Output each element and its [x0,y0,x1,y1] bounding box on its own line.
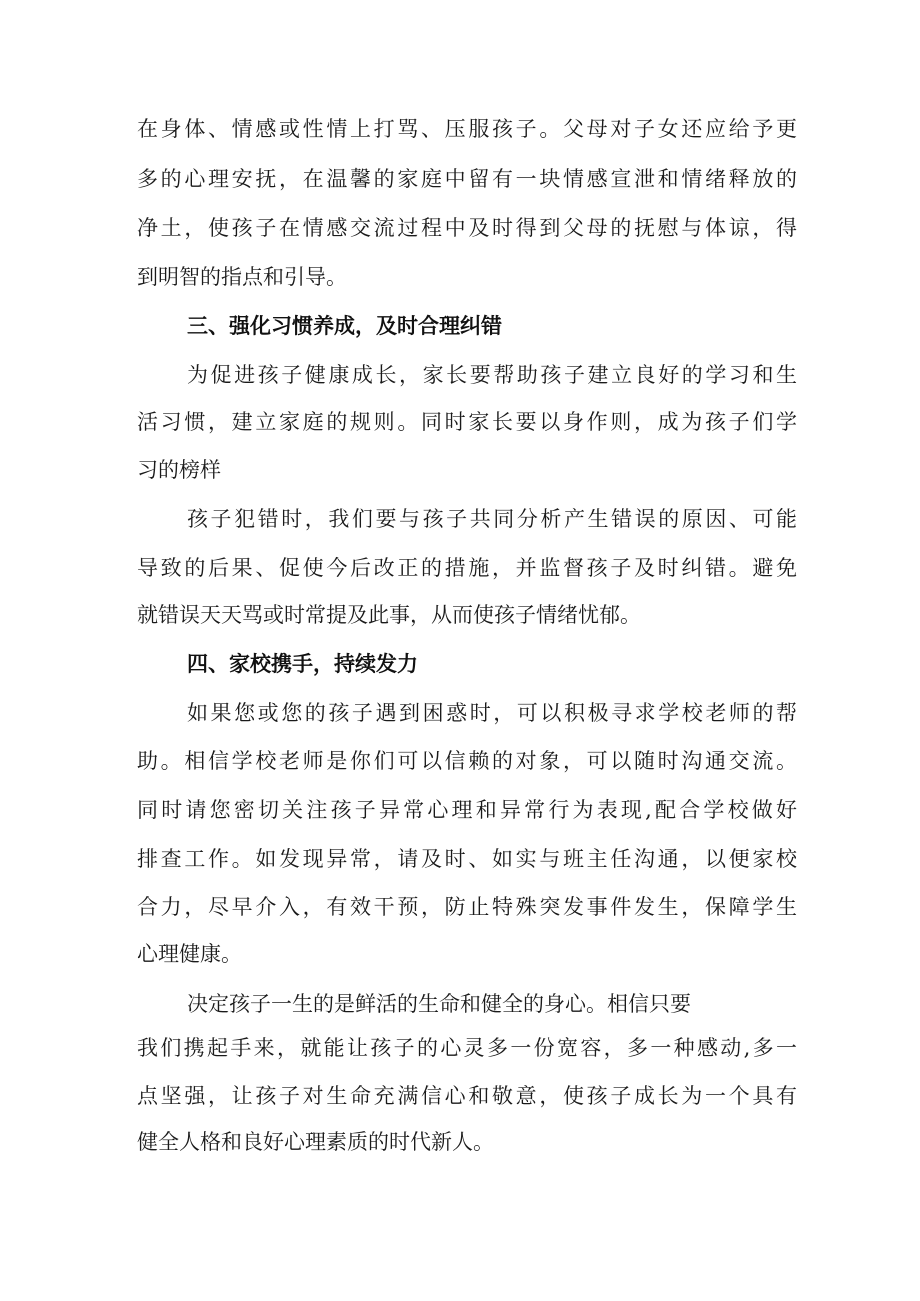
paragraph-line: 到明智的指点和引导。 [137,265,347,289]
paragraph-line: 我们携起手来，就能让孩子的心灵多一份宽容，多一种感动,多一 [137,1036,797,1060]
paragraph-line: 为促进孩子健康成长，家长要帮助孩子建立良好的学习和生 [187,363,797,387]
paragraph-line: 导致的后果、促使今后改正的措施，并监督孩子及时纠错。避免 [137,556,797,580]
paragraph-line: 合力，尽早介入，有效干预，防止特殊突发事件发生，保障学生 [137,895,797,919]
paragraph-line: 就错误天天骂或时常提及此事，从而使孩子情绪忧郁。 [137,603,641,627]
paragraph-line: 助。相信学校老师是你们可以信赖的对象，可以随时沟通交流。 [137,749,797,773]
paragraph-line: 活习惯，建立家庭的规则。同时家长要以身作则，成为孩子们学 [137,410,797,434]
paragraph-line: 健全人格和良好心理素质的时代新人。 [137,1130,494,1154]
paragraph-line: 同时请您密切关注孩子异常心理和异常行为表现,配合学校做好 [137,798,797,822]
paragraph-line: 点坚强，让孩子对生命充满信心和敬意，使孩子成长为一个具有 [137,1084,797,1108]
paragraph-line: 习的榜样 [137,458,221,482]
paragraph-line: 多的心理安抚，在温馨的家庭中留有一块情感宣泄和情绪释放的 [137,167,797,191]
paragraph-line: 在身体、情感或性情上打骂、压服孩子。父母对子女还应给予更 [137,117,797,141]
paragraph-line: 孩子犯错时，我们要与孩子共同分析产生错误的原因、可能 [187,507,797,531]
paragraph-line: 如果您或您的孩子遇到困惑时，可以积极寻求学校老师的帮 [187,701,797,725]
section-heading-3: 三、强化习惯养成，及时合理纠错 [187,314,502,338]
paragraph-line: 心理健康。 [137,942,242,966]
section-heading-4: 四、家校携手，持续发力 [187,652,418,676]
paragraph-line: 净土，使孩子在情感交流过程中及时得到父母的抚慰与体谅，得 [137,216,797,240]
paragraph-line: 排查工作。如发现异常，请及时、如实与班主任沟通，以便家校 [137,847,797,871]
paragraph-line: 决定孩子一生的是鲜活的生命和健全的身心。相信只要 [187,992,691,1016]
